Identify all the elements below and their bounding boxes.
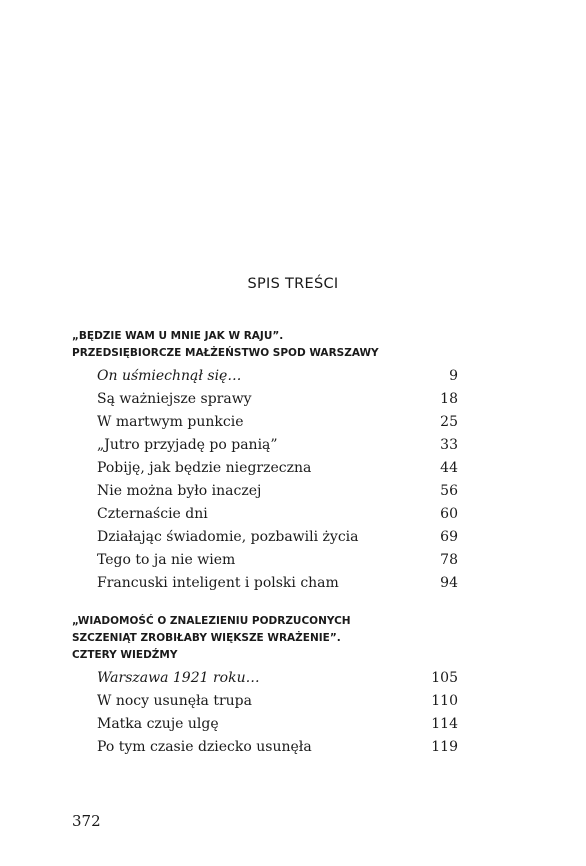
toc-entry [72, 388, 458, 411]
entry-page: 114 [431, 716, 458, 732]
toc-entry [72, 480, 458, 503]
entry-list [72, 667, 458, 759]
section-heading [72, 613, 458, 664]
toc-entry [72, 572, 458, 595]
toc-title: SPIS TREŚCI [247, 276, 339, 292]
page-number: 372 [72, 812, 101, 830]
toc-section-1 [72, 328, 458, 595]
toc-entry [72, 411, 458, 434]
section-heading-line: SZCZENIĄT ZROBIŁABY WIĘKSZE WRAŻENIE”. [72, 632, 341, 644]
entry-title: Matka czuje ulgę [97, 716, 219, 732]
entry-page: 33 [440, 437, 458, 453]
entry-title: W martwym punkcie [97, 414, 244, 430]
entry-title: Są ważniejsze sprawy [97, 391, 252, 407]
entry-title: Tego to ja nie wiem [97, 552, 236, 568]
entry-page: 56 [440, 483, 458, 499]
section-heading-line: CZTERY WIEDŹMY [72, 649, 178, 661]
entry-page: 60 [440, 506, 458, 522]
toc-entry [72, 736, 458, 759]
entry-page: 44 [440, 460, 458, 476]
toc-entry [72, 365, 458, 388]
entry-page: 18 [440, 391, 458, 407]
section-heading [72, 328, 458, 362]
entry-page: 110 [431, 693, 458, 709]
entry-title: Francuski inteligent i polski cham [97, 575, 339, 591]
entry-list [72, 365, 458, 595]
entry-title: W nocy usunęła trupa [97, 693, 252, 709]
toc-entry [72, 713, 458, 736]
entry-title: „Jutro przyjadę po panią” [97, 437, 278, 453]
entry-title: Czternaście dni [97, 506, 208, 522]
toc-entry [72, 526, 458, 549]
entry-title: Warszawa 1921 roku… [97, 670, 260, 686]
entry-title: Pobiję, jak będzie niegrzeczna [97, 460, 312, 476]
toc-entry [72, 434, 458, 457]
toc-entry [72, 503, 458, 526]
entry-title: On uśmiechnął się… [97, 368, 242, 384]
toc-entry [72, 690, 458, 713]
entry-page: 119 [431, 739, 458, 755]
toc-entry [72, 549, 458, 572]
entry-title: Działając świadomie, pozbawili życia [97, 529, 359, 545]
toc-section-2 [72, 613, 458, 759]
section-heading-line: „WIADOMOŚĆ O ZNALEZIENIU PODRZUCONYCH [72, 615, 351, 627]
section-heading-line: „BĘDZIE WAM U MNIE JAK W RAJU”. [72, 330, 284, 342]
entry-page: 69 [440, 529, 458, 545]
entry-title: Nie można było inaczej [97, 483, 262, 499]
entry-page: 78 [440, 552, 458, 568]
entry-title: Po tym czasie dziecko usunęła [97, 739, 312, 755]
entry-page: 94 [440, 575, 458, 591]
toc-entry [72, 457, 458, 480]
section-heading-line: PRZEDSIĘBIORCZE MAŁŻEŃSTWO SPOD WARSZAWY [72, 347, 379, 359]
entry-page: 25 [440, 414, 458, 430]
entry-page: 9 [449, 368, 458, 384]
toc-entry [72, 667, 458, 690]
entry-page: 105 [431, 670, 458, 686]
